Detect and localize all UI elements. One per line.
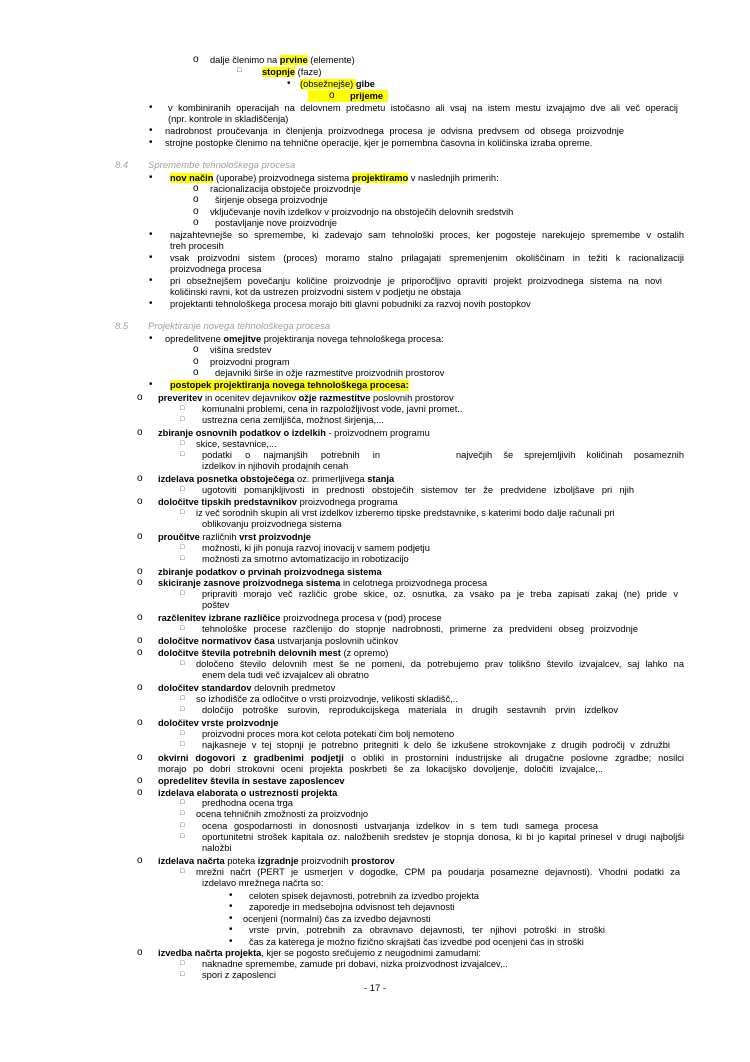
text-line: določitev standardov delovnih predmetov (158, 683, 336, 693)
bullet-marker: □ (180, 810, 185, 817)
bullet-marker: o (137, 855, 143, 866)
bullet-marker: • (149, 102, 153, 113)
bullet-marker: • (287, 78, 291, 89)
bullet-marker: o (193, 356, 199, 367)
text-line: enem dela tudi več izvajalcev ali obratno (202, 670, 369, 680)
bullet-marker: • (149, 137, 153, 148)
bullet-marker: □ (180, 416, 185, 423)
bullet-marker: • (229, 890, 233, 901)
text-line: vključevanje novih izdelkov v proizvodnjo na obstoječih delovnih sredstvih (210, 207, 514, 217)
bullet-marker: □ (180, 960, 185, 967)
bullet-marker: □ (180, 451, 185, 458)
text-line: predhodna ocena trga (202, 798, 293, 808)
text-line: pripraviti morajo več različic grobe skice, oz. osnutka, za vsako pa je treba zapisati zakaj (ne) pride v (202, 589, 678, 599)
text-line: v kombiniranih operacijah na delovnem predmetu istočasno ali vsaj na istem mestu izvajajmo dve ali več operacij (168, 103, 678, 113)
text-line: čas za katerega je možno fizično skrajšati čas izvedbe pod ocenjeni čas in stroški (249, 937, 584, 947)
bullet-marker: □ (180, 509, 185, 516)
text-line: določitev vrste proizvodnje (158, 718, 279, 728)
bullet-marker: □ (180, 625, 185, 632)
text-line: pri obsežnejšem povečanju količine proizvodnje je priporočljivo opraviti projekt proizvodnega sistema na novi (170, 276, 662, 286)
bullet-marker: □ (180, 440, 185, 447)
text-line: količinski ravni, kot da ustrezen proizvodni sistem v podjetju ne obstaja (170, 287, 461, 297)
text-line: ocena gospodarnosti in donosnosti ustvarjanja izdelkov in s tem tudi samega procesa (202, 821, 598, 831)
bullet-marker: o (193, 344, 199, 355)
text-line: postavljanje nove proizvodnje (215, 218, 337, 228)
bullet-marker: o (137, 473, 143, 484)
text-line: proizvodni program (210, 357, 290, 367)
section-title: Projektiranje novega tehnološkega procesa (148, 321, 331, 332)
text-line: naknadne spremembe, zamude pri dobavi, nizka proizvodnost izvajalcev,.. (202, 959, 508, 969)
text-line: prijeme (350, 91, 384, 101)
bullet-marker: □ (180, 741, 185, 748)
bullet-marker: o (137, 752, 143, 763)
text-line: projektanti tehnološkega procesa morajo biti glavni pobudniki za razvoj novih postopkov (170, 299, 531, 309)
text-line: možnosti za smotrno avtomatizacijo in robotizacijo (202, 554, 409, 564)
text-line: proizvodni proces mora kot celota potekati čim bolj nemoteno (202, 729, 455, 739)
text-line: izvedba načrta projekta, kjer se pogosto srečujemo z neugodnimi zamudami: (158, 948, 481, 958)
text-line: treh procesih (170, 241, 224, 251)
bullet-marker: • (149, 172, 153, 183)
text-line: oportunitetni strošek kapitala oz. naložbenih sredstev je stopnja donosa, ki bi jo kapital prinesel v drugi najboljši (202, 832, 684, 842)
text-line: postopek projektiranja novega tehnološkega procesa: (170, 380, 409, 390)
bullet-marker: □ (180, 706, 185, 713)
bullet-marker: o (137, 566, 143, 577)
bullet-marker: □ (180, 971, 185, 978)
text-line: proučitve različnih vrst proizvodnje (158, 532, 311, 542)
bullet-marker: □ (180, 799, 185, 806)
text-line: vrste prvin, potrebnih za obravnavo dejavnosti, ter njihovi potroški in stroški (249, 925, 605, 935)
bullet-marker: o (193, 54, 199, 65)
text-line: (npr. kontrole in skladiščenja) (168, 114, 289, 124)
bullet-marker: □ (180, 660, 185, 667)
bullet-marker: o (137, 392, 143, 403)
text-line: dalje členimo na prvine (elemente) (210, 55, 355, 65)
bullet-marker: • (149, 252, 153, 263)
text-line: izdelava elaborata o ustreznosti projekta (158, 788, 338, 798)
text-line: določeno število delovnih mest še ne pomeni, da potrebujemo prav tolikšno število izvajalcev, saj lahko na (196, 659, 684, 669)
text-line: določitve normativov časa ustvarjanja poslovnih učinkov (158, 636, 399, 646)
text-line: nadrobnost proučevanja in členjenja proizvodnega procesa je odvisna predvsem od obsega proizvodnje (165, 126, 624, 136)
bullet-marker: □ (180, 555, 185, 562)
bullet-marker: o (137, 577, 143, 588)
text-line: najzahtevnejše so spremembe, ki zadevajo sam tehnološki proces, ker pogosteje narekujejo spremembe v ostalih (170, 230, 684, 240)
bullet-marker: o (137, 647, 143, 658)
text-line: oblikovanju proizvodnega sistema (202, 519, 342, 529)
bullet-marker: □ (180, 590, 185, 597)
text-line: spori z zaposlenci (202, 970, 276, 980)
text-line: ocenjeni (normalni) čas za izvedbo dejavnosti (243, 914, 431, 924)
bullet-marker: • (149, 298, 153, 309)
text-line: strojne postopke členimo na tehnične operacije, kjer je pomembna časovna in količinska izraba opreme. (165, 138, 593, 148)
bullet-marker: o (137, 787, 143, 798)
bullet-marker: o (137, 947, 143, 958)
text-line: morajo po dobri strokovni oceni projekta poskrbeti še za lokacijsko dovoljenje, določiti izvajalce,.. (158, 764, 603, 774)
bullet-marker: □ (237, 67, 242, 74)
text-line: ustrezna cena zemljišča, možnost širjenja,... (202, 415, 384, 425)
bullet-marker: o (137, 612, 143, 623)
text-line: (obsežnejše) gibe (300, 79, 375, 89)
bullet-marker: o (329, 90, 335, 101)
bullet-marker: □ (180, 544, 185, 551)
text-line: skiciranje zasnove proizvodnega sistema in celotnega proizvodnega procesa (158, 578, 488, 588)
bullet-marker: o (193, 194, 199, 205)
text-line: določitve tipskih predstavnikov proizvodnega programa (158, 497, 398, 507)
bullet-marker: □ (180, 695, 185, 702)
bullet-marker: o (137, 775, 143, 786)
text-line: stopnje (faze) (262, 67, 322, 77)
text-line: izdelavo mrežnega načrta so: (202, 878, 324, 888)
section-number: 8.4 (115, 160, 129, 171)
text-line: ocena tehničnih zmožnosti za proizvodnjo (196, 809, 369, 819)
text-line: določijo potroške surovin, reprodukcijskega materiala in drugih sestavnih prvin izdelkov (202, 705, 618, 715)
text-line: iz več sorodnih skupin ali vrst izdelkov izberemo tipske predstavnike, s katerimi bodo dalje računali pri (196, 508, 615, 518)
bullet-marker: • (149, 275, 153, 286)
text-line: izdelava načrta poteka izgradnje proizvodnih prostorov (158, 856, 395, 866)
text-line: izdelava posnetka obstoječega oz. primerljivega stanja (158, 474, 395, 484)
text-line: določitve števila potrebnih delovnih mest (z opremo) (158, 648, 389, 658)
bullet-marker: o (193, 217, 199, 228)
text-line: višina sredstev (210, 345, 272, 355)
text-line: zbiranje osnovnih podatkov o izdelkih - proizvodnem programu (158, 428, 430, 438)
text-line: največjih še sprejemljivih količinah posameznih (456, 450, 684, 460)
text-line: možnosti, ki jih ponuja razvoj inovacij v samem podjetju (202, 543, 430, 553)
section-title: Spremembe tehnološkega procesa (148, 160, 296, 171)
text-line: širjenje obsega proizvodnje (215, 195, 328, 205)
text-line: okvirni dogovori z gradbenimi podjetji o obliki in prostornini industrijske ali drugačne poslovne zgradbe; nosilci (158, 753, 684, 763)
bullet-marker: □ (180, 405, 185, 412)
bullet-marker: o (137, 427, 143, 438)
bullet-marker: • (229, 936, 233, 947)
bullet-marker: • (229, 901, 233, 912)
bullet-marker: o (137, 717, 143, 728)
text-line: razčlenitev izbrane različice proizvodnega procesa v (pod) procese (158, 613, 442, 623)
text-line: zaporedje in medsebojna odvisnost teh dejavnosti (249, 902, 455, 912)
text-line: naložbi (202, 843, 232, 853)
bullet-marker: • (149, 333, 153, 344)
bullet-marker: o (137, 682, 143, 693)
text-line: so izhodišče za odločitve o vrsti proizvodnje, velikosti skladišč,.. (196, 694, 458, 704)
bullet-marker: □ (180, 486, 185, 493)
text-line: najkasneje v tej stopnji je potrebno pritegniti k delo še izkušene strokovnjake z drugih področij v združbi (202, 740, 670, 750)
bullet-marker: o (137, 496, 143, 507)
bullet-marker: o (193, 183, 199, 194)
bullet-marker: • (149, 125, 153, 136)
text-line: mrežni načrt (PERT je usmerjen v dogodke, CPM pa poudarja posamezne dejavnosti). Vhodni podatki za (196, 867, 680, 877)
text-line: opredelitvene omejitve projektiranja novega tehnološkega procesa: (165, 334, 444, 344)
bullet-marker: □ (180, 868, 185, 875)
bullet-marker: • (229, 924, 233, 935)
text-line: celoten spisek dejavnosti, potrebnih za izvedbo projekta (249, 891, 479, 901)
text-line: proizvodnega procesa (170, 264, 262, 274)
text-line: skice, sestavnice,... (196, 439, 277, 449)
bullet-marker: □ (180, 822, 185, 829)
bullet-marker: o (193, 206, 199, 217)
bullet-marker: o (193, 367, 199, 378)
text-line: izdelkov in njihovih prodajnih cenah (202, 461, 349, 471)
section-number: 8.5 (115, 321, 129, 332)
text-line: zbiranje podatkov o prvinah proizvodnega sistema (158, 567, 382, 577)
text-line: ugotoviti pomanjkljivosti in prednosti obstoječih sistemov ter že predvidene izboljšave pri njih (202, 485, 634, 495)
text-line: tehnološke procese razčlenijo do stopnje nadrobnosti, primerne za predvideni obseg proizvodnje (202, 624, 638, 634)
bullet-marker: o (137, 531, 143, 542)
text-line: dejavniki širše in ožje razmestitve proizvodnih prostorov (215, 368, 445, 378)
bullet-marker: o (137, 635, 143, 646)
bullet-marker: • (149, 379, 153, 390)
text-line: opredelitev števila in sestave zaposlencev (158, 776, 345, 786)
text-line: komunalni problemi, cena in razpoložljivost vode, javni promet.. (202, 404, 463, 414)
bullet-marker: • (149, 229, 153, 240)
text-line: vsak proizvodni sistem (proces) moramo stalno prilagajati spremenjenim okoliščinam in težiti k racionalizaciji (170, 253, 684, 263)
text-line: podatki o najmanjših potrebnih in (202, 450, 380, 460)
text-line: poštev (202, 600, 230, 610)
bullet-marker: • (229, 913, 233, 924)
text-line: nov način (uporabe) proizvodnega sistema projektiramo v naslednjih primerih: (170, 173, 499, 183)
bullet-marker: □ (180, 833, 185, 840)
bullet-marker: □ (180, 730, 185, 737)
text-line: preveritev in ocenitev dejavnikov ožje razmestitve poslovnih prostorov (158, 393, 454, 403)
page-number: - 17 - (363, 983, 387, 994)
text-line: racionalizacija obstoječe proizvodnje (210, 184, 361, 194)
